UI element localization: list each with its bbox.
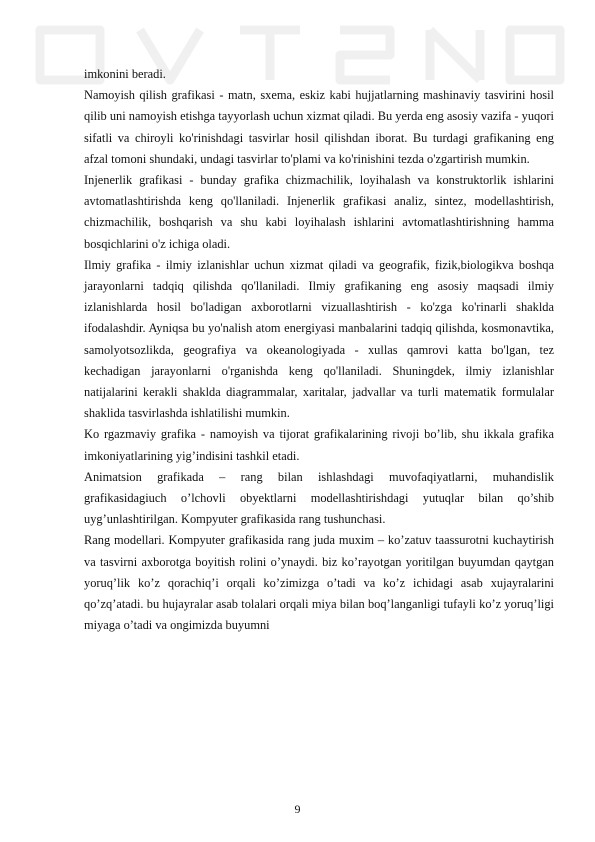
paragraph-color-models: Rang modellari. Kompyuter grafikasida rang juda muxim – ko’zatuv taassurotni kuchaytirish va tasvirni axborotga boyitish rolini o’ynaydi. biz ko’rayotgan yoritilgan buyumdan qaytgan yoruq’lik ko’z qorachiq’i orqali ko’zimizga o’tadi va ko’z ichidagi asab xujayralarini qo’zq’atadi. bu hujayralar asab tolalari orqali miya bilan boq’langanligi tufayli ko’z yoruq’ligi miyaga o’tadi va ongimizda buyumni bbox=[84, 533, 554, 633]
paragraph-animation-graphics: Animatsion grafikada – rang bilan ishlashdagi muvofaqiyatlarni, muhandislik grafikasidagiuch o’lchovli obyektlarni modellashtirishdagi yutuqlar bilan qo’shib uyg’unlashtirilgan. Kompyuter grafikasida rang tushunchasi. bbox=[84, 469, 554, 527]
paragraph-illustrative-graphics: Ko rgazmaviy grafika - namoyish va tijorat grafikalarining rivoji bo’lib, shu ikkala grafika imkoniyatlarining yig’indisini tashkil etadi. bbox=[84, 427, 554, 463]
page-number: 9 bbox=[294, 802, 301, 816]
paragraph-continuation: imkonini beradi. bbox=[84, 67, 166, 81]
paragraph-scientific-graphics: Ilmiy grafika - ilmiy izlanishlar uchun xizmat qiladi va geografik, fizik,biologikva boshqa jarayonlarni tadqiq qilishda qo'llaniladi. Ilmiy grafikaning eng asosiy maqsadi ilmiy izlanishlarda hosil bo'ladigan axborotlarni vizuallashtirish - ko'zga ko'rinarli shaklda ifodalashdir. Ayniqsa bu yo'nalish atom energiyasi manbalarini tadqiq qilishda, kosmonavtika, samolyotsozlikda, geografiya va okeanologiyada - xullas qamrovi katta bo'lgan, tez kechadigan jarayonlarni o'rganishda keng qo'llaniladi. Shuningdek, ilmiy izlanishlar natijalarini kerakli shaklda diagrammalar, xaritalar, jadvallar va turli matematik formulalar shaklida tasvirlashda ishlatilishi mumkin. bbox=[84, 257, 554, 421]
document-body bbox=[84, 64, 554, 636]
paragraph-presentation-graphics: Namoyish qilish grafikasi - matn, sxema, eskiz kabi hujjatlarning mashinaviy tasvirini hosil qilib uni namoyish etishga tayyorlash uchun xizmat qiladi. Bu yerda eng asosiy vazifa - yuqori sifatli va chiroyli ko'rinishdagi tasvirlar hosil qilishdan iborat. Bu turdagi grafikaning eng afzal tomoni shundaki, undagi tasvirlar to'plami va ko'rinishini tezda o'zgartirish mumkin. bbox=[84, 88, 554, 166]
paragraph-engineering-graphics: Injenerlik grafikasi - bunday grafika chizmachilik, loyihalash va konstruktorlik ishlarini avtomatlashtirishda keng qo'llaniladi. Injenerlik grafikasi analiz, sintez, modellashtirish, chizmachilik, boshqarish va shu kabi loyihalash ishlarini avtomatlashtirishning hamma bosqichlarini o'z ichiga oladi. bbox=[84, 173, 554, 251]
